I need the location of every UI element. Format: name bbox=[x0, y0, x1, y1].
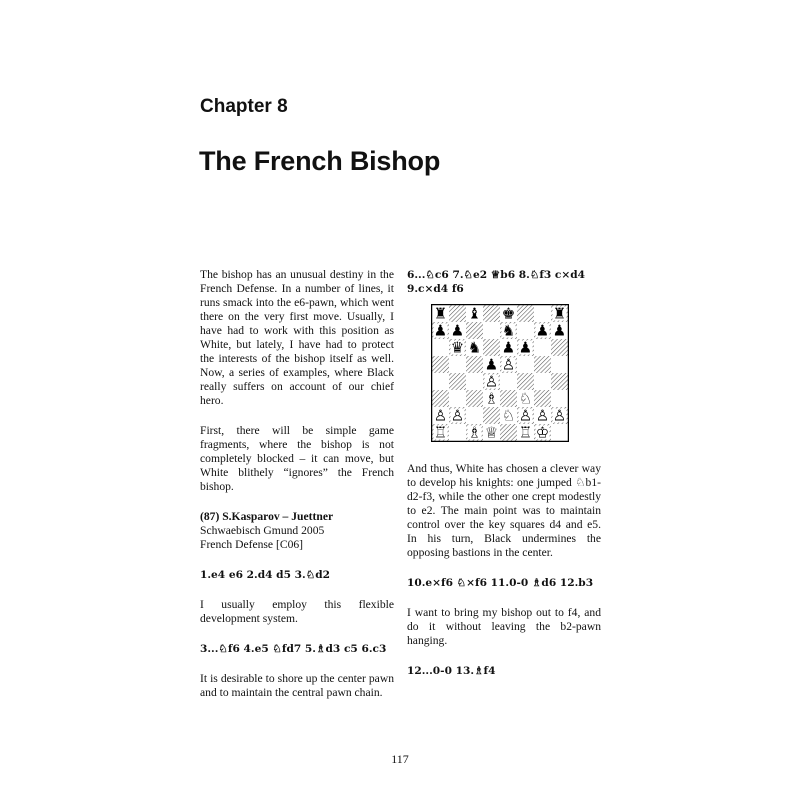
white-piece-icon: ♔ bbox=[535, 423, 550, 442]
square-a3 bbox=[432, 390, 449, 407]
black-piece-icon: ♟ bbox=[433, 321, 448, 340]
square-e4 bbox=[500, 373, 517, 390]
white-piece-icon: ♕ bbox=[484, 423, 499, 442]
white-piece-icon: ♘ bbox=[518, 389, 533, 408]
right-column bbox=[407, 268, 601, 678]
square-e3 bbox=[500, 390, 517, 407]
white-piece-icon: ♙ bbox=[535, 406, 550, 425]
square-b3 bbox=[449, 390, 466, 407]
square-c3 bbox=[466, 390, 483, 407]
intro-paragraph: The bishop has an unusual destiny in the French Defense. In a number of lines, it runs smack into the e6-pawn, which went there on the very first move. Usually, I have had to work with this position as White, but lately, I have had to protect the interests of the bishop itself as well. Now, a series of examples, where Black really suffers on account of our chief hero. bbox=[200, 268, 394, 407]
white-piece-icon: ♙ bbox=[501, 355, 516, 374]
moves-line-3: 6...♘c6 7.♘e2 ♕b6 8.♘f3 c×d4 bbox=[407, 269, 586, 281]
square-b1 bbox=[449, 424, 466, 441]
square-g3 bbox=[534, 390, 551, 407]
black-piece-icon: ♟ bbox=[501, 338, 516, 357]
black-piece-icon: ♞ bbox=[501, 321, 516, 340]
square-f4 bbox=[517, 373, 534, 390]
square-f8 bbox=[517, 305, 534, 322]
black-piece-icon: ♟ bbox=[518, 338, 533, 357]
black-piece-icon: ♜ bbox=[552, 304, 567, 323]
black-piece-icon: ♟ bbox=[535, 321, 550, 340]
white-piece-icon: ♗ bbox=[484, 389, 499, 408]
square-d8 bbox=[483, 305, 500, 322]
square-c2 bbox=[466, 407, 483, 424]
square-h3 bbox=[551, 390, 568, 407]
square-d2 bbox=[483, 407, 500, 424]
square-c5 bbox=[466, 356, 483, 373]
black-piece-icon: ♛ bbox=[450, 338, 465, 357]
moves-line-3b: 9.c×d4 f6 bbox=[407, 283, 464, 295]
game-opening: French Defense [C06] bbox=[200, 538, 304, 551]
square-d6 bbox=[483, 339, 500, 356]
white-piece-icon: ♙ bbox=[450, 406, 465, 425]
square-a4 bbox=[432, 373, 449, 390]
chess-diagram bbox=[431, 304, 601, 446]
game-header bbox=[200, 510, 394, 552]
square-h6 bbox=[551, 339, 568, 356]
moves-line-5: 12...0-0 13.♗f4 bbox=[407, 665, 496, 677]
square-h4 bbox=[551, 373, 568, 390]
square-b8 bbox=[449, 305, 466, 322]
moves-line-4: 10.e×f6 ♘×f6 11.0-0 ♗d6 12.b3 bbox=[407, 577, 594, 589]
page-number: 117 bbox=[391, 752, 409, 766]
square-h5 bbox=[551, 356, 568, 373]
game-players: (87) S.Kasparov – Juettner bbox=[200, 510, 334, 523]
white-piece-icon: ♙ bbox=[552, 406, 567, 425]
square-f7 bbox=[517, 322, 534, 339]
black-piece-icon: ♟ bbox=[484, 355, 499, 374]
moves-line-1: 1.e4 e6 2.d4 d5 3.♘d2 bbox=[200, 569, 330, 581]
square-c7 bbox=[466, 322, 483, 339]
black-piece-icon: ♜ bbox=[433, 304, 448, 323]
comment-4: I want to bring my bishop out to f4, and do it without leaving the b2-pawn hanging. bbox=[407, 606, 601, 647]
black-piece-icon: ♟ bbox=[552, 321, 567, 340]
square-g4 bbox=[534, 373, 551, 390]
square-f5 bbox=[517, 356, 534, 373]
white-piece-icon: ♖ bbox=[518, 423, 533, 442]
white-piece-icon: ♘ bbox=[501, 406, 516, 425]
square-g6 bbox=[534, 339, 551, 356]
square-a6 bbox=[432, 339, 449, 356]
left-column bbox=[200, 268, 394, 700]
square-h1 bbox=[551, 424, 568, 441]
white-piece-icon: ♗ bbox=[467, 423, 482, 442]
black-piece-icon: ♝ bbox=[467, 304, 482, 323]
square-a5 bbox=[432, 356, 449, 373]
square-g5 bbox=[534, 356, 551, 373]
square-d7 bbox=[483, 322, 500, 339]
square-b5 bbox=[449, 356, 466, 373]
black-piece-icon: ♟ bbox=[450, 321, 465, 340]
white-piece-icon: ♙ bbox=[484, 372, 499, 391]
square-e1 bbox=[500, 424, 517, 441]
comment-3: And thus, White has chosen a clever way to develop his knights: one jumped ♘b1-d2-f3, while the other one crept modestly to e2. The main point was to maintain control over the key squares d4 and e5. In his turn, Black undermines the opposing bastions in the center. bbox=[407, 462, 601, 559]
comment-2: It is desirable to shore up the center pawn and to maintain the central pawn chain. bbox=[200, 672, 394, 699]
white-piece-icon: ♙ bbox=[518, 406, 533, 425]
moves-line-2: 3...♘f6 4.e5 ♘fd7 5.♗d3 c5 6.c3 bbox=[200, 643, 387, 655]
chapter-title: The French Bishop bbox=[199, 146, 441, 176]
square-b4 bbox=[449, 373, 466, 390]
fragments-paragraph: First, there will be simple game fragments, where the bishop is not completely blocked – it can move, but White blithely “ignores” the French bishop. bbox=[200, 424, 394, 493]
white-piece-icon: ♖ bbox=[433, 423, 448, 442]
comment-1: I usually employ this flexible development system. bbox=[200, 598, 394, 625]
square-c4 bbox=[466, 373, 483, 390]
black-piece-icon: ♞ bbox=[467, 338, 482, 357]
game-event: Schwaebisch Gmund 2005 bbox=[200, 524, 325, 537]
black-piece-icon: ♚ bbox=[501, 304, 516, 323]
chapter-label: Chapter 8 bbox=[200, 96, 288, 117]
square-g8 bbox=[534, 305, 551, 322]
white-piece-icon: ♙ bbox=[433, 406, 448, 425]
